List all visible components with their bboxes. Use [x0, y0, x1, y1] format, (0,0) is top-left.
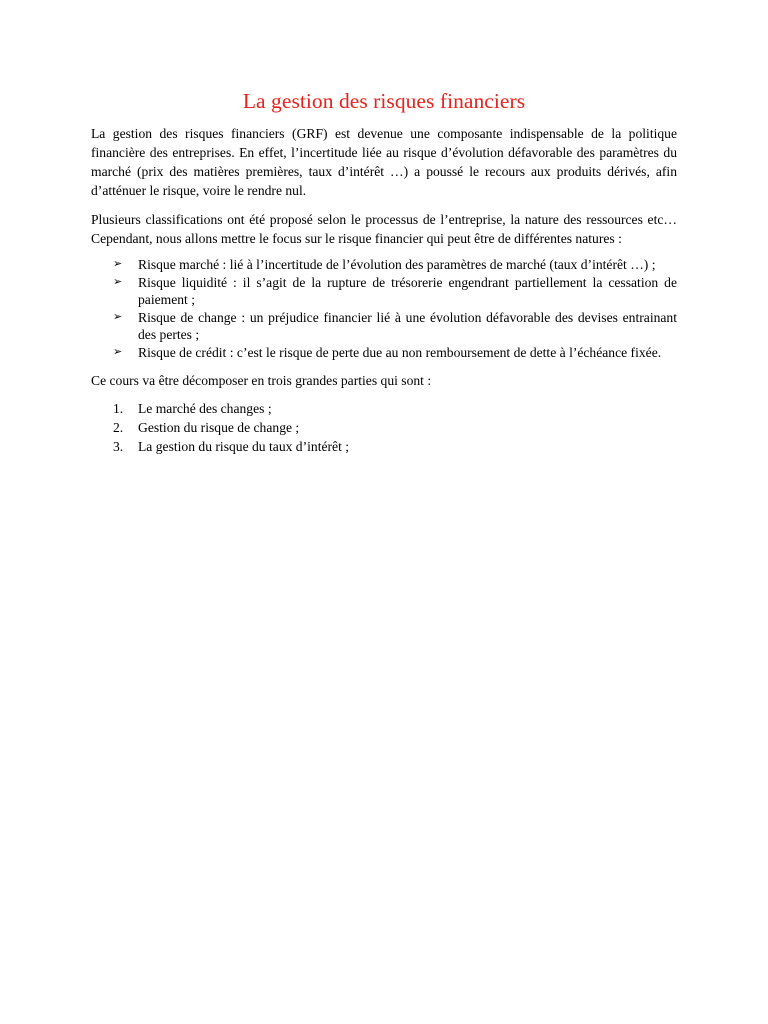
list-number: 3.	[113, 439, 124, 454]
list-item-text: Risque liquidité : il s’agit de la rupture de trésorerie engendrant partiellement la cessation de paiement ;	[138, 274, 677, 307]
arrow-bullet-icon: ➢	[113, 258, 123, 270]
list-number: 1.	[113, 401, 124, 416]
course-outline-paragraph: Ce cours va être décomposer en trois grandes parties qui sont :	[91, 373, 432, 388]
list-item-text: Risque de change : un préjudice financier lié à une évolution défavorable des devises entrainant des pertes ;	[138, 309, 677, 342]
list-item-text: Gestion du risque de change ;	[138, 420, 300, 435]
list-number: 2.	[113, 420, 124, 435]
course-parts-list	[91, 399, 677, 456]
list-item-text: La gestion du risque du taux d’intérêt ;	[138, 439, 350, 454]
list-item	[91, 309, 677, 344]
list-item	[91, 437, 677, 456]
list-item	[91, 274, 677, 309]
list-item-text: Risque marché : lié à l’incertitude de l’évolution des paramètres de marché (taux d’intérêt …) ;	[138, 257, 656, 272]
list-item	[91, 344, 677, 362]
document-content	[91, 86, 677, 456]
list-item	[91, 418, 677, 437]
arrow-bullet-icon: ➢	[113, 345, 123, 358]
intro-paragraph: La gestion des risques financiers (GRF) est devenue une composante indispensable de la politique financière des entreprises. En effet, l’incertitude liée au risque d’évolution défavorable des paramètres du marché (prix des matières premières, taux d’intérêt …) a poussé le recours aux produits dérivés, afin d’atténuer le risque, voire le rendre nul.	[91, 126, 677, 198]
list-item-text: Le marché des changes ;	[138, 401, 272, 416]
list-item	[91, 399, 677, 418]
arrow-bullet-icon: ➢	[113, 310, 123, 323]
list-item	[91, 256, 677, 274]
risk-type-list	[91, 256, 677, 361]
page-title: La gestion des risques financiers	[242, 89, 526, 113]
list-item-text: Risque de crédit : c’est le risque de perte due au non remboursement de dette à l’échéance fixée.	[138, 344, 662, 360]
arrow-bullet-icon: ➢	[113, 275, 123, 288]
classification-paragraph: Plusieurs classifications ont été proposé selon le processus de l’entreprise, la nature des ressources etc… Cependant, nous allons mettre le focus sur le risque financier qui peut être de différentes natures :	[91, 212, 677, 246]
